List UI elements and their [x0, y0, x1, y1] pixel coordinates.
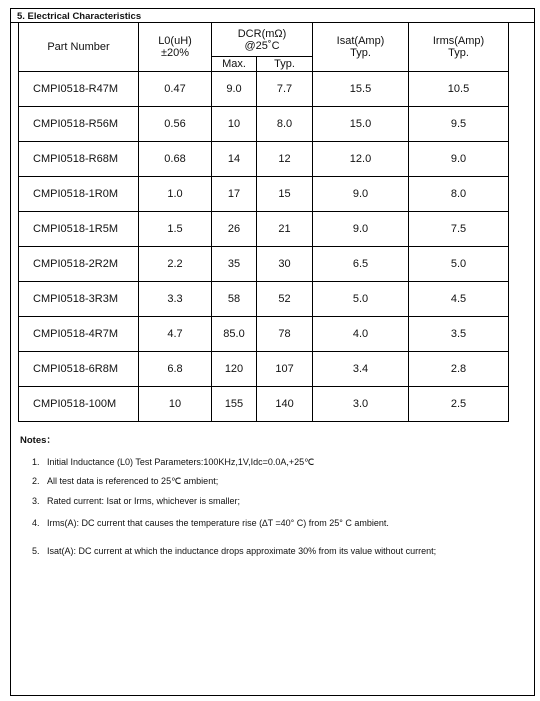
note-text: Irms(A): DC current that causes the temperature rise (∆T =40° C) from 25° C ambient.	[47, 518, 389, 528]
cell-dcr-max: 120	[212, 352, 257, 387]
header-irms	[409, 23, 509, 72]
header-isat-line2: Typ.	[350, 47, 371, 59]
cell-part-number: CMPI0518-2R2M	[19, 247, 139, 282]
cell-dcr-typ: 107	[257, 352, 313, 387]
table-row	[19, 352, 509, 387]
table-row	[19, 317, 509, 352]
cell-dcr-max: 14	[212, 142, 257, 177]
header-dcr-line2: @25˚C	[244, 39, 280, 52]
note-number: 5.	[32, 546, 40, 556]
section-title: 5. Electrical Characteristics	[17, 11, 142, 22]
cell-dcr-max: 17	[212, 177, 257, 212]
cell-inductance: 1.5	[139, 212, 212, 247]
cell-isat: 5.0	[313, 282, 409, 317]
cell-isat: 6.5	[313, 247, 409, 282]
cell-dcr-typ: 21	[257, 212, 313, 247]
cell-part-number: CMPI0518-3R3M	[19, 282, 139, 317]
notes-title: Notes：	[20, 435, 56, 446]
cell-inductance: 4.7	[139, 317, 212, 352]
cell-dcr-max: 155	[212, 387, 257, 422]
cell-dcr-typ: 15	[257, 177, 313, 212]
cell-isat: 3.4	[313, 352, 409, 387]
cell-dcr-max: 9.0	[212, 72, 257, 107]
cell-dcr-max: 10	[212, 107, 257, 142]
note-text: Rated current: Isat or Irms, whichever is smaller;	[47, 496, 241, 506]
cell-dcr-typ: 140	[257, 387, 313, 422]
header-inductance-line1: L0(uH)	[158, 35, 192, 47]
cell-irms: 8.0	[409, 177, 509, 212]
electrical-characteristics-table	[18, 22, 509, 422]
note-text: All test data is referenced to 25℃ ambient;	[47, 476, 219, 486]
header-dcr-line1: DCR(mΩ)	[237, 27, 287, 40]
note-number: 1.	[32, 457, 40, 467]
note-item	[32, 496, 240, 506]
note-item	[32, 518, 389, 528]
cell-inductance: 0.56	[139, 107, 212, 142]
cell-part-number: CMPI0518-R47M	[19, 72, 139, 107]
cell-inductance: 1.0	[139, 177, 212, 212]
header-inductance-line2: ±20%	[160, 47, 190, 59]
header-dcr-max: Max.	[212, 57, 257, 72]
cell-isat: 3.0	[313, 387, 409, 422]
cell-inductance: 3.3	[139, 282, 212, 317]
cell-dcr-max: 85.0	[212, 317, 257, 352]
table-row	[19, 387, 509, 422]
cell-irms: 3.5	[409, 317, 509, 352]
table-row	[19, 107, 509, 142]
cell-part-number: CMPI0518-6R8M	[19, 352, 139, 387]
cell-dcr-typ: 12	[257, 142, 313, 177]
cell-inductance: 0.47	[139, 72, 212, 107]
cell-dcr-typ: 78	[257, 317, 313, 352]
table-row	[19, 72, 509, 107]
note-item	[32, 457, 314, 468]
note-item	[32, 546, 436, 556]
note-number: 3.	[32, 496, 40, 506]
cell-dcr-max: 26	[212, 212, 257, 247]
table-row	[19, 212, 509, 247]
note-text: Isat(A): DC current at which the inductance drops approximate 30% from its value without current;	[47, 546, 437, 556]
table-row	[19, 177, 509, 212]
cell-part-number: CMPI0518-R56M	[19, 107, 139, 142]
cell-part-number: CMPI0518-100M	[19, 387, 139, 422]
cell-dcr-max: 35	[212, 247, 257, 282]
cell-irms: 2.8	[409, 352, 509, 387]
cell-isat: 12.0	[313, 142, 409, 177]
cell-inductance: 2.2	[139, 247, 212, 282]
header-irms-line2: Typ.	[448, 47, 469, 59]
header-inductance	[139, 23, 212, 72]
header-isat-line1: Isat(Amp)	[336, 35, 385, 47]
cell-inductance: 0.68	[139, 142, 212, 177]
cell-isat: 15.5	[313, 72, 409, 107]
cell-part-number: CMPI0518-R68M	[19, 142, 139, 177]
note-text: Initial Inductance (L0) Test Parameters:100KHz,1V,Idc=0.0A,+25℃	[47, 457, 315, 467]
header-dcr	[212, 23, 313, 57]
cell-irms: 9.0	[409, 142, 509, 177]
cell-irms: 4.5	[409, 282, 509, 317]
header-irms-line1: Irms(Amp)	[432, 35, 485, 47]
cell-isat: 15.0	[313, 107, 409, 142]
header-part-number: Part Number	[19, 23, 139, 72]
cell-dcr-typ: 7.7	[257, 72, 313, 107]
note-number: 2.	[32, 476, 40, 486]
table-row	[19, 142, 509, 177]
cell-isat: 4.0	[313, 317, 409, 352]
cell-inductance: 6.8	[139, 352, 212, 387]
cell-isat: 9.0	[313, 177, 409, 212]
cell-irms: 5.0	[409, 247, 509, 282]
cell-irms: 2.5	[409, 387, 509, 422]
cell-dcr-max: 58	[212, 282, 257, 317]
cell-irms: 10.5	[409, 72, 509, 107]
note-item	[32, 476, 218, 487]
header-dcr-typ: Typ.	[257, 57, 313, 72]
cell-dcr-typ: 52	[257, 282, 313, 317]
table-row	[19, 247, 509, 282]
cell-dcr-typ: 8.0	[257, 107, 313, 142]
cell-dcr-typ: 30	[257, 247, 313, 282]
cell-irms: 9.5	[409, 107, 509, 142]
table-row	[19, 282, 509, 317]
cell-part-number: CMPI0518-4R7M	[19, 317, 139, 352]
header-isat	[313, 23, 409, 72]
cell-inductance: 10	[139, 387, 212, 422]
cell-isat: 9.0	[313, 212, 409, 247]
cell-part-number: CMPI0518-1R0M	[19, 177, 139, 212]
cell-part-number: CMPI0518-1R5M	[19, 212, 139, 247]
cell-irms: 7.5	[409, 212, 509, 247]
note-number: 4.	[32, 518, 40, 528]
